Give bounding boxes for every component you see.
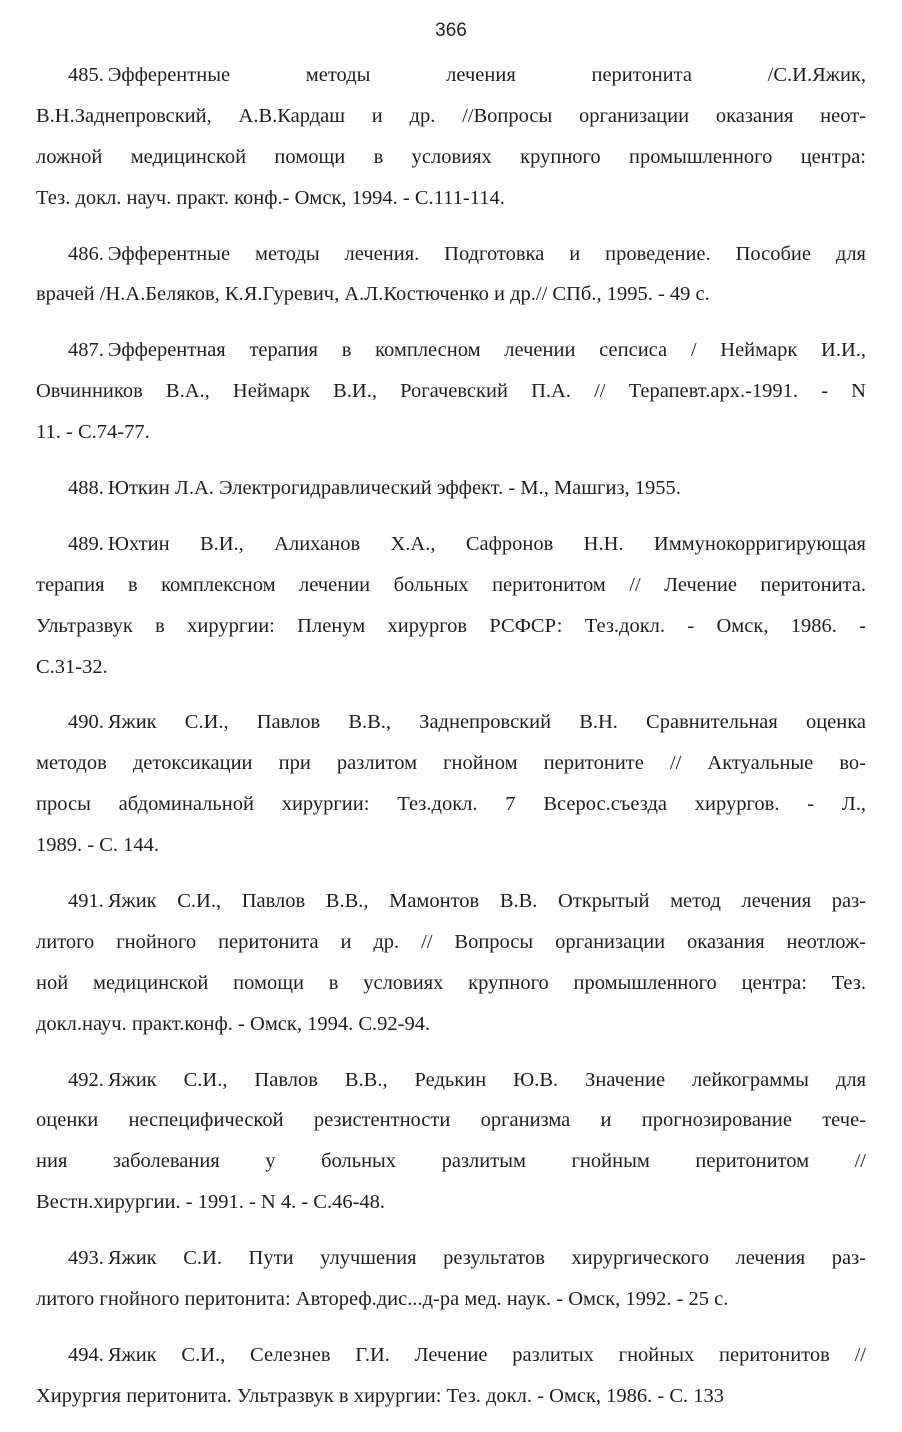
reference-item-486: [36, 234, 866, 316]
reference-line: [36, 702, 866, 743]
reference-line: Овчинников В.А., Неймарк В.И., Рогачевский П.А. // Терапевт.арх.-1991. - N: [36, 380, 866, 403]
reference-text: Юткин Л.А. Электрогидравлический эффект. - М., Машгиз, 1955.: [107, 477, 681, 500]
reference-line: Хирургия перитонита. Ультразвук в хирургии: Тез. докл. - Омск, 1986. - С. 133: [36, 1384, 725, 1407]
reference-number: 490.: [68, 711, 104, 734]
reference-text: Яжик С.И., Павлов В.В., Редькин Ю.В. Значение лейкограммы для: [107, 1068, 866, 1091]
reference-item-489: [36, 524, 866, 688]
reference-text: Яжик С.И., Павлов В.В., Заднепровский В.Н. Сравнительная оценка: [107, 711, 866, 734]
reference-line: методов детоксикации при разлитом гнойном перитоните // Актуальные во-: [36, 752, 866, 775]
reference-text: Юхтин В.И., Алиханов Х.А., Сафронов Н.Н. Иммунокорригирующая: [107, 532, 866, 555]
reference-line: 11. - С.74-77.: [36, 421, 150, 444]
reference-item-488: [36, 468, 866, 509]
reference-line: [36, 1335, 866, 1376]
reference-text: Яжик С.И., Павлов В.В., Мамонтов В.В. Открытый метод лечения раз-: [107, 890, 866, 913]
reference-item-490: [36, 702, 866, 866]
reference-text: Эфферентная терапия в комплесном лечении сепсиса / Неймарк И.И.,: [107, 339, 866, 362]
reference-number: 489.: [68, 532, 104, 555]
reference-line: [36, 330, 866, 371]
reference-line: Ультразвук в хирургии: Пленум хирургов РСФСР: Тез.докл. - Омск, 1986. -: [36, 614, 866, 637]
page-number: 366: [435, 20, 467, 41]
reference-line: Вестн.хирургии. - 1991. - N 4. - С.46-48.: [36, 1191, 386, 1214]
reference-line: оценки неспецифической резистентности организма и прогнозирование тече-: [36, 1109, 866, 1132]
reference-item-487: [36, 330, 866, 453]
reference-number: 487.: [68, 339, 104, 362]
reference-line: литого гнойного перитонита и др. // Вопросы организации оказания неотлож-: [36, 930, 866, 953]
reference-line: [36, 234, 866, 275]
reference-line: врачей /Н.А.Беляков, К.Я.Гуревич, А.Л.Костюченко и др.// СПб., 1995. - 49 с.: [36, 283, 710, 306]
reference-line: С.31-32.: [36, 655, 108, 678]
reference-number: 488.: [68, 477, 104, 500]
reference-text: Эфферентные методы лечения перитонита /С.И.Яжик,: [107, 64, 866, 86]
reference-line: ной медицинской помощи в условиях крупного промышленного центра: Тез.: [36, 971, 866, 994]
reference-item-485: [36, 55, 866, 219]
reference-line: докл.науч. практ.конф. - Омск, 1994. С.92-94.: [36, 1012, 431, 1035]
reference-number: 485.: [68, 64, 104, 86]
reference-number: 493.: [68, 1247, 104, 1270]
reference-line: [36, 524, 866, 565]
reference-line: [36, 881, 866, 922]
reference-text: Эфферентные методы лечения. Подготовка и проведение. Пособие для: [107, 242, 866, 265]
reference-text: Яжик С.И. Пути улучшения результатов хирургического лечения раз-: [107, 1247, 866, 1270]
reference-number: 491.: [68, 890, 104, 913]
reference-item-491: [36, 881, 866, 1045]
reference-item-493: [36, 1238, 866, 1320]
reference-line: просы абдоминальной хирургии: Тез.докл. 7 Всерос.съезда хирургов. - Л.,: [36, 793, 866, 816]
reference-line: 1989. - С. 144.: [36, 834, 159, 857]
reference-line: Тез. докл. науч. практ. конф.- Омск, 1994. - С.111-114.: [36, 186, 505, 209]
reference-number: 486.: [68, 242, 104, 265]
reference-line: [36, 1060, 866, 1101]
reference-line: литого гнойного перитонита: Автореф.дис...д-ра мед. наук. - Омск, 1992. - 25 с.: [36, 1288, 729, 1311]
reference-line: ния заболевания у больных разлитым гнойным перитонитом //: [36, 1150, 866, 1173]
reference-line: В.Н.Заднепровский, А.В.Кардаш и др. //Вопросы организации оказания неот-: [36, 104, 866, 127]
reference-line: терапия в комплексном лечении больных перитонитом // Лечение перитонита.: [36, 573, 866, 596]
reference-list: [36, 55, 866, 1432]
reference-line: [36, 55, 866, 96]
reference-number: 492.: [68, 1068, 104, 1091]
reference-item-494: [36, 1335, 866, 1417]
reference-item-492: [36, 1060, 866, 1224]
reference-text: Яжик С.И., Селезнев Г.И. Лечение разлитых гнойных перитонитов //: [107, 1343, 866, 1366]
reference-number: 494.: [68, 1343, 104, 1366]
reference-line: [36, 1238, 866, 1279]
reference-line: [36, 468, 866, 509]
reference-line: ложной медицинской помощи в условиях крупного промышленного центра:: [36, 145, 866, 168]
